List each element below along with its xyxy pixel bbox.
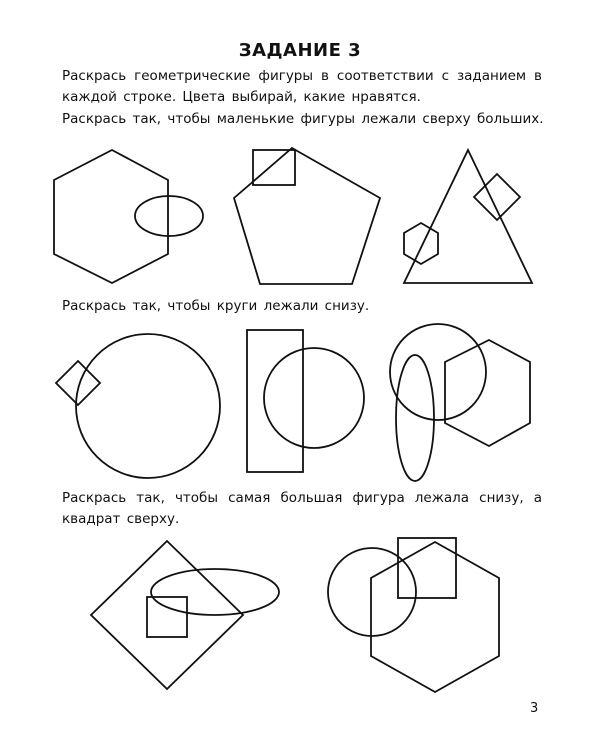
small-diamond xyxy=(474,174,520,220)
large-pentagon xyxy=(234,148,380,284)
square-top xyxy=(398,538,456,598)
row-3-figures xyxy=(91,538,499,692)
figure-group-hexagon-ellipse xyxy=(54,150,203,283)
instruction-row-1: Раскрась так, чтобы маленькие фигуры лежали сверху больших. xyxy=(62,111,544,127)
figure-group-rectangle-circle xyxy=(247,330,364,472)
figure-group-pentagon-square xyxy=(234,148,380,284)
large-hexagon xyxy=(54,150,168,283)
figure-group-hexagon-circle-square xyxy=(328,538,499,692)
small-square-left xyxy=(147,597,187,637)
figure-group-triangle-shapes xyxy=(404,150,532,283)
instruction-row-2: Раскрась так, чтобы круги лежали снизу. xyxy=(62,298,370,314)
small-hexagon xyxy=(404,223,438,264)
large-circle xyxy=(76,334,220,478)
task-title: ЗАДАНИЕ 3 xyxy=(238,40,362,61)
small-diamond-left xyxy=(56,361,100,405)
circle-left-overlap xyxy=(328,548,416,636)
tall-rectangle xyxy=(247,330,303,472)
row-2-figures xyxy=(56,324,530,481)
large-hexagon-right xyxy=(371,542,499,692)
task-intro: Раскрась геометрические фигуры в соответствии с заданием в каждой строке. Цвета выбирай, какие нравятся. xyxy=(62,68,542,105)
instruction-row-3: Раскрась так, чтобы самая большая фигура лежала снизу, а квадрат сверху. xyxy=(62,490,542,527)
medium-circle xyxy=(264,348,364,448)
figure-group-hexagon-circle-ellipse xyxy=(390,324,530,481)
row-1-figures xyxy=(54,148,532,284)
large-triangle xyxy=(404,150,532,283)
hexagon-right xyxy=(445,340,530,446)
figure-group-diamond-ellipse-square xyxy=(91,541,279,689)
small-ellipse xyxy=(135,196,203,236)
small-square xyxy=(253,150,295,185)
horizontal-ellipse xyxy=(151,569,279,615)
figure-group-circle-diamond xyxy=(56,334,220,478)
large-diamond xyxy=(91,541,243,689)
vertical-ellipse xyxy=(396,355,434,481)
circle-right xyxy=(390,324,486,420)
page-number: 3 xyxy=(530,701,539,716)
